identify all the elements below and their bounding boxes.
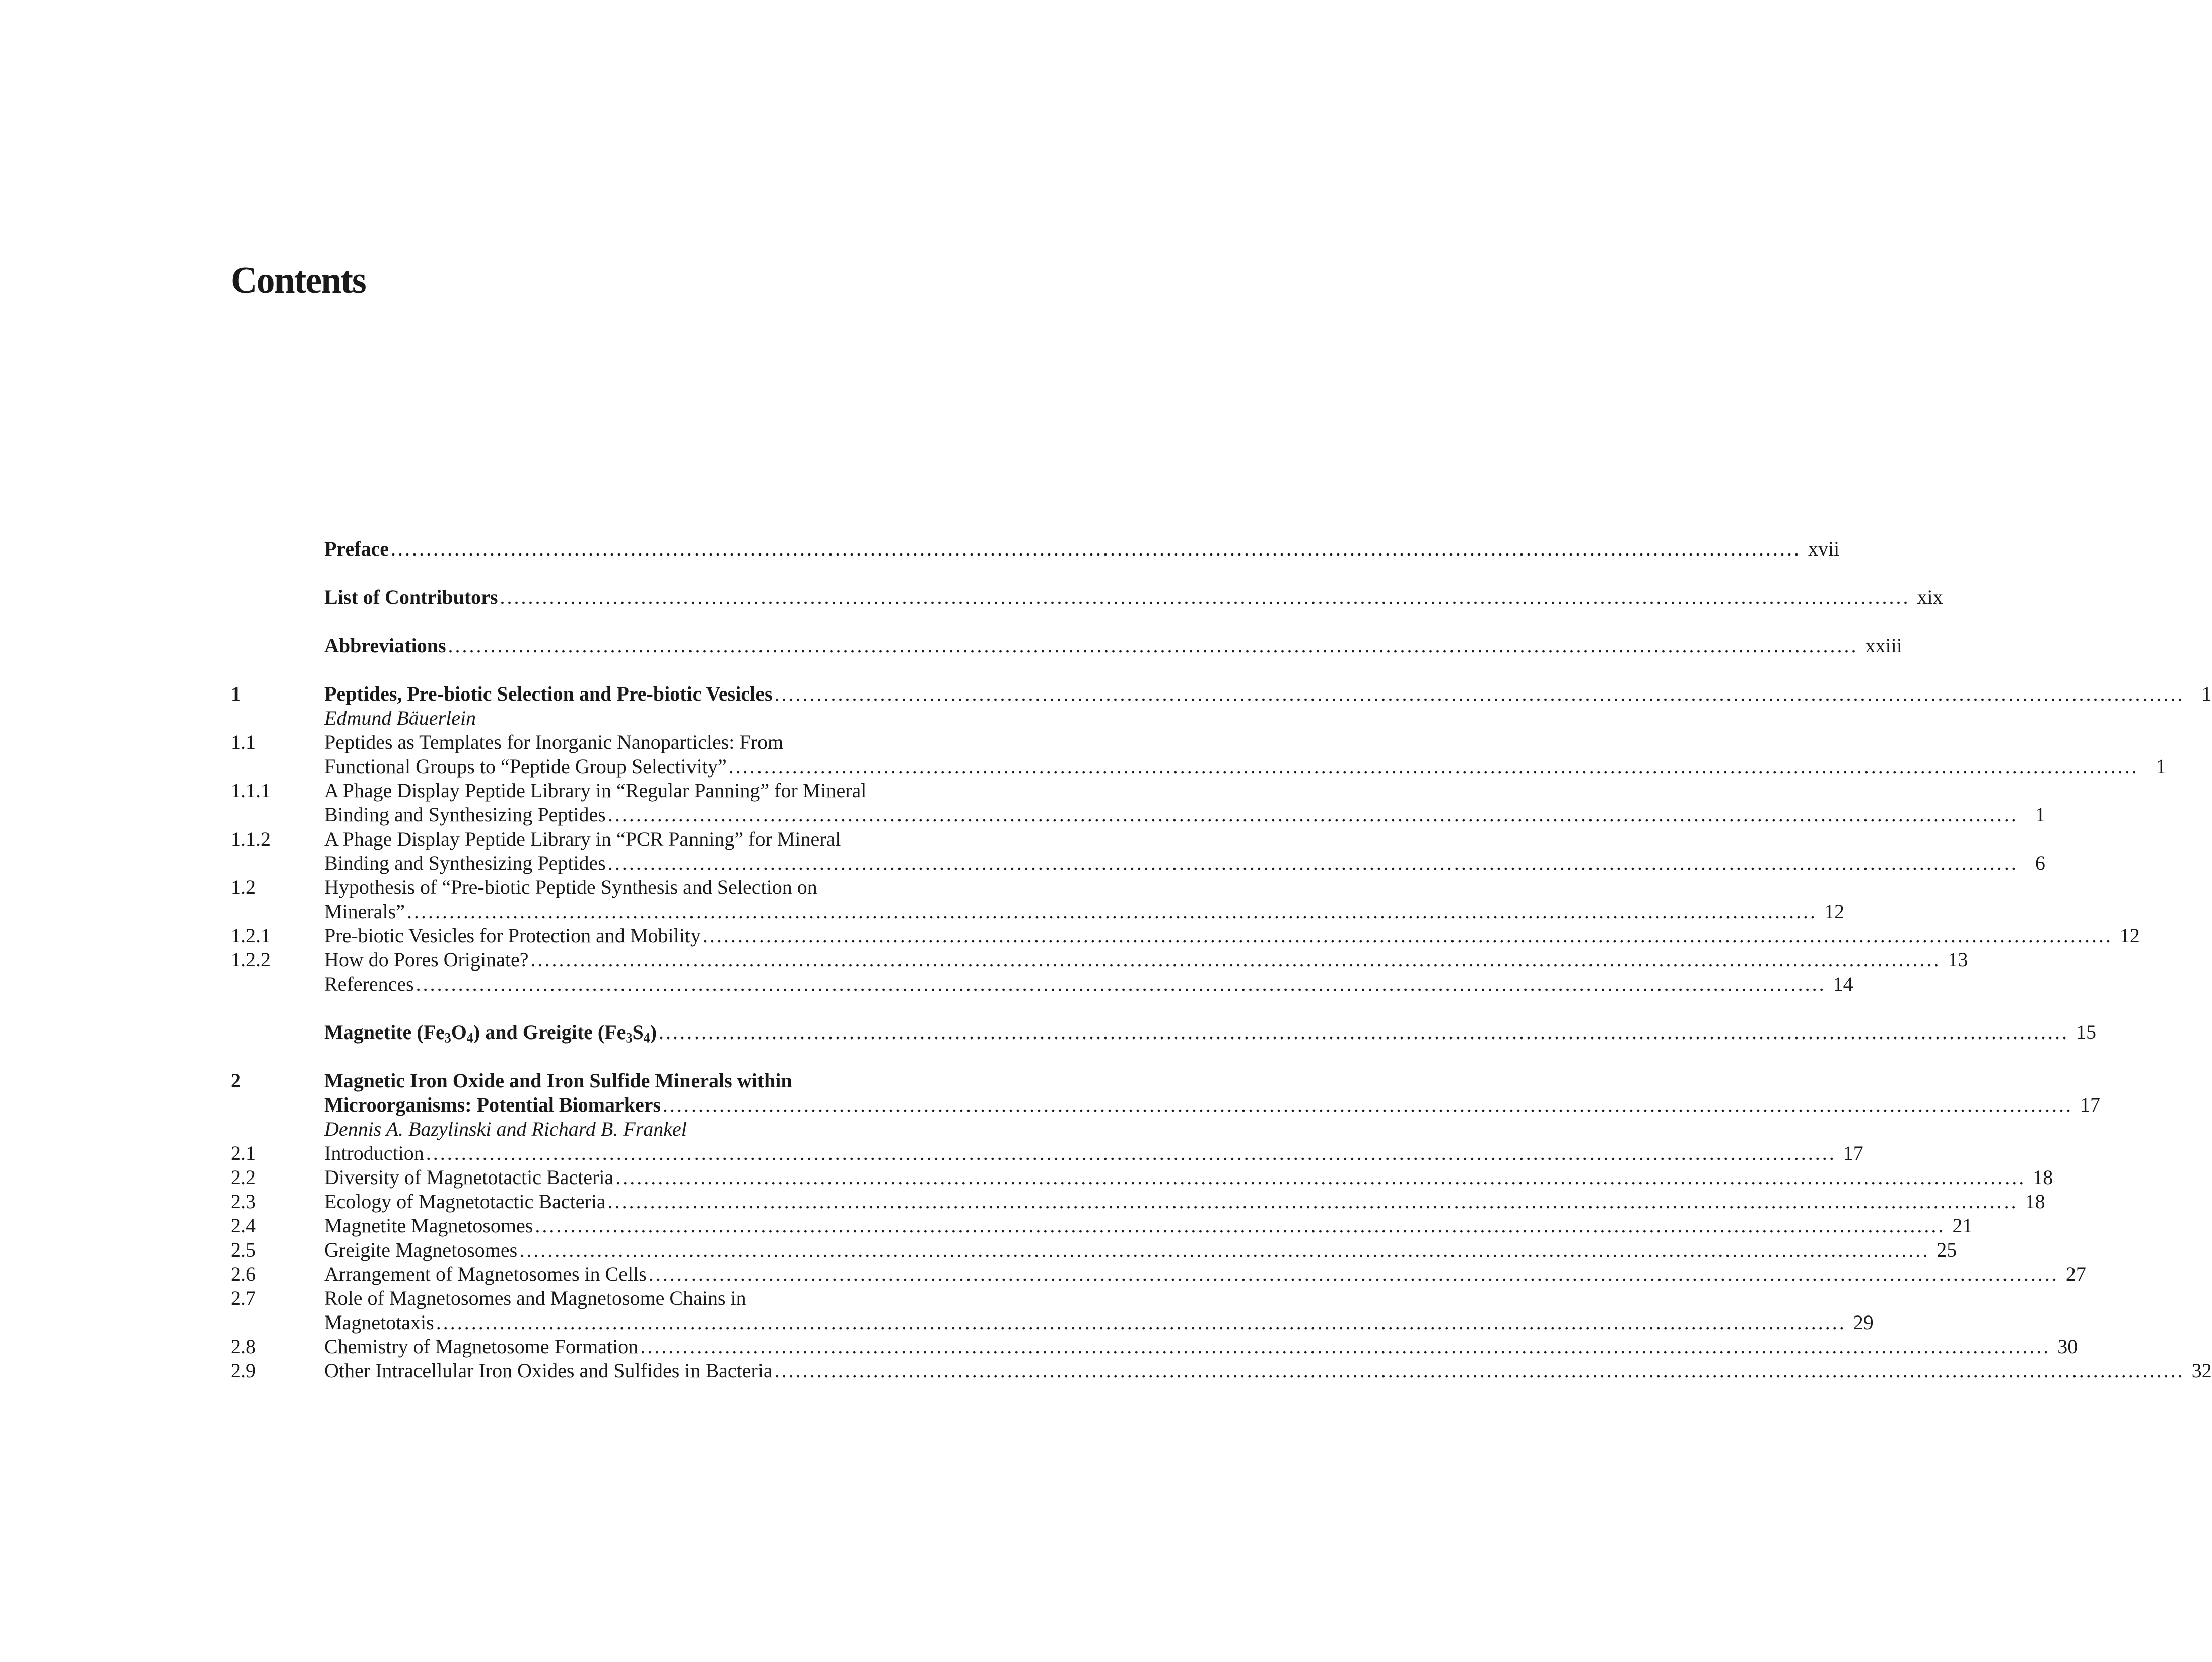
dot-leader: ........................................................................................................................................................................................................ <box>416 973 1826 995</box>
toc-page-number: 29 <box>1853 1311 1874 1334</box>
dot-leader: ........................................................................................................................................................................................................ <box>774 1359 2185 1382</box>
section-title: A Phage Display Peptide Library in “PCR Panning” for Mineral <box>324 827 841 850</box>
toc-page-number: 21 <box>1952 1214 1973 1237</box>
section-number: 1.1.2 <box>231 827 271 850</box>
author-name: Edmund Bäuerlein <box>324 707 476 729</box>
section-number: 2.6 <box>231 1263 256 1285</box>
toc-entry-title: Preface <box>324 537 389 560</box>
toc-section[interactable] <box>231 730 977 754</box>
section-number: 2.4 <box>231 1214 256 1237</box>
dot-leader: ........................................................................................................................................................................................................ <box>615 1166 2026 1189</box>
toc-section-continued[interactable] <box>231 851 2045 875</box>
toc-section[interactable] <box>231 779 977 803</box>
dot-leader: ........................................................................................................................................................................................................ <box>663 1093 2073 1116</box>
dot-leader: ........................................................................................................................................................................................................ <box>436 1311 1846 1334</box>
toc-entry-title: Abbreviations <box>324 634 446 657</box>
section-title: A Phage Display Peptide Library in “Regular Panning” for Mineral <box>324 779 867 802</box>
toc-page-number: xxiii <box>1865 634 1902 657</box>
chapter-title: Peptides, Pre-biotic Selection and Pre-biotic Vesicles <box>324 682 773 705</box>
dot-leader: ........................................................................................................................................................................................................ <box>607 803 2018 826</box>
toc-page-number: 17 <box>1843 1142 1863 1164</box>
toc-page-number: 12 <box>1824 900 1844 923</box>
dot-leader: ........................................................................................................................................................................................................ <box>728 755 2139 778</box>
section-title: Other Intracellular Iron Oxides and Sulfides in Bacteria <box>324 1359 773 1382</box>
toc-entry-abbreviations[interactable] <box>231 634 1902 658</box>
dot-leader: ........................................................................................................................................................................................................ <box>648 1263 2059 1285</box>
section-number: 2.1 <box>231 1142 256 1164</box>
toc-part-heading[interactable] <box>231 1020 2097 1046</box>
section-title: Binding and Synthesizing Peptides <box>324 803 606 826</box>
dot-leader: ........................................................................................................................................................................................................ <box>535 1214 1946 1237</box>
part-title: Magnetite $(Fe_3O_4)$ and Greigite $(Fe_3S_4)$ <box>324 1021 657 1046</box>
section-title: Magnetite Magnetosomes <box>324 1214 533 1237</box>
toc-entry-contributors[interactable] <box>231 585 1943 609</box>
toc-section-references[interactable] <box>231 972 1853 996</box>
section-number: 2.8 <box>231 1335 256 1358</box>
dot-leader: ........................................................................................................................................................................................................ <box>426 1142 1836 1164</box>
section-number: 1.1 <box>231 731 256 753</box>
toc-section-continued[interactable] <box>231 754 2166 779</box>
toc-section-continued[interactable] <box>231 1310 1874 1335</box>
toc-chapter-2-continued[interactable] <box>231 1093 2101 1117</box>
toc-page-number: 25 <box>1937 1238 1957 1261</box>
toc-page-number: 1 <box>2156 755 2166 778</box>
dot-leader: ........................................................................................................................................................................................................ <box>530 948 1941 971</box>
chapter-title: Microorganisms: Potential Biomarkers <box>324 1093 661 1116</box>
toc-page-number: xix <box>1917 586 1943 608</box>
toc-page-number: 18 <box>2025 1190 2045 1213</box>
toc-page-number: 17 <box>2080 1093 2101 1116</box>
toc-section[interactable] <box>231 1262 2086 1286</box>
toc-page-number: 30 <box>2057 1335 2078 1358</box>
toc-section[interactable] <box>231 1165 2053 1190</box>
section-title: Role of Magnetosomes and Magnetosome Chains in <box>324 1287 746 1309</box>
toc-page-number: 18 <box>2033 1166 2053 1189</box>
section-number: 1.1.1 <box>231 779 271 802</box>
toc-page-number: 32 <box>2191 1359 2212 1382</box>
dot-leader: ........................................................................................................................................................................................................ <box>500 586 1910 608</box>
section-number: 2.5 <box>231 1238 256 1261</box>
dot-leader: ........................................................................................................................................................................................................ <box>607 852 2018 874</box>
section-title: Ecology of Magnetotactic Bacteria <box>324 1190 606 1213</box>
section-title: Greigite Magnetosomes <box>324 1238 518 1261</box>
toc-page-number: 27 <box>2065 1263 2086 1285</box>
section-title: Minerals” <box>324 900 405 923</box>
section-title: Pre-biotic Vesicles for Protection and Mobility <box>324 924 701 947</box>
toc-section-continued[interactable] <box>231 899 1844 924</box>
section-title: Diversity of Magnetotactic Bacteria <box>324 1166 614 1189</box>
dot-leader: ........................................................................................................................................................................................................ <box>406 900 1817 923</box>
section-title: Arrangement of Magnetosomes in Cells <box>324 1263 647 1285</box>
chapter-author <box>231 706 977 730</box>
toc-section[interactable] <box>231 1238 1957 1262</box>
section-title: Magnetotaxis <box>324 1311 434 1334</box>
page-title: Contents <box>231 260 366 301</box>
toc-section[interactable] <box>231 1335 2078 1359</box>
section-number: 2.7 <box>231 1287 256 1309</box>
toc-page-number: 14 <box>1833 973 1853 995</box>
dot-leader: ........................................................................................................................................................................................................ <box>607 1190 2018 1213</box>
toc-section[interactable] <box>231 948 1968 972</box>
dot-leader: ........................................................................................................................................................................................................ <box>659 1021 2069 1044</box>
toc-section-continued[interactable] <box>231 803 2045 827</box>
toc-section[interactable] <box>231 827 977 851</box>
toc-page-number: 12 <box>2119 924 2140 947</box>
toc-page-number: 13 <box>1948 948 1968 971</box>
toc-page-number: 15 <box>2076 1021 2097 1044</box>
chapter-author <box>231 1117 977 1141</box>
section-number: 2.3 <box>231 1190 256 1213</box>
toc-page-number: 6 <box>2035 852 2045 874</box>
toc-section[interactable] <box>231 875 977 899</box>
section-title: Hypothesis of “Pre-biotic Peptide Synthesis and Selection on <box>324 876 817 898</box>
section-title: How do Pores Originate? <box>324 948 529 971</box>
section-number: 1.2 <box>231 876 256 898</box>
toc-chapter-2[interactable] <box>231 1069 977 1093</box>
toc-section[interactable] <box>231 924 2140 948</box>
toc-section[interactable] <box>231 1214 1973 1238</box>
dot-leader: ........................................................................................................................................................................................................ <box>640 1335 2051 1358</box>
section-number: 1.2.2 <box>231 948 271 971</box>
dot-leader: ........................................................................................................................................................................................................ <box>774 682 2185 705</box>
dot-leader: ........................................................................................................................................................................................................ <box>519 1238 1930 1261</box>
dot-leader: ........................................................................................................................................................................................................ <box>448 634 1858 657</box>
section-number: 2.9 <box>231 1359 256 1382</box>
section-title: Peptides as Templates for Inorganic Nanoparticles: From <box>324 731 784 753</box>
toc-chapter-1[interactable] <box>231 682 2212 706</box>
dot-leader: ........................................................................................................................................................................................................ <box>391 537 1802 560</box>
toc-page-number: 1 <box>2035 803 2045 826</box>
toc-page-number: 1 <box>2201 682 2212 705</box>
author-name: Dennis A. Bazylinski and Richard B. Frankel <box>324 1118 687 1140</box>
toc-entry-title: List of Contributors <box>324 586 498 608</box>
toc-entry-preface[interactable] <box>231 537 1840 561</box>
section-title: References <box>324 973 414 995</box>
section-title: Functional Groups to “Peptide Group Selectivity” <box>324 755 727 778</box>
chapter-title: Magnetic Iron Oxide and Iron Sulfide Minerals within <box>324 1069 792 1092</box>
section-number: 1.2.1 <box>231 924 271 947</box>
section-title: Introduction <box>324 1142 424 1164</box>
toc-page-number: xvii <box>1808 537 1840 560</box>
section-number: 2.2 <box>231 1166 256 1189</box>
toc-section[interactable] <box>231 1141 1863 1165</box>
toc-section[interactable] <box>231 1359 2212 1383</box>
section-title: Binding and Synthesizing Peptides <box>324 852 606 874</box>
toc-section[interactable] <box>231 1190 2045 1214</box>
section-title: Chemistry of Magnetosome Formation <box>324 1335 639 1358</box>
dot-leader: ........................................................................................................................................................................................................ <box>702 924 2113 947</box>
chapter-number: 1 <box>231 682 241 705</box>
toc-section[interactable] <box>231 1286 977 1310</box>
chapter-number: 2 <box>231 1069 241 1092</box>
